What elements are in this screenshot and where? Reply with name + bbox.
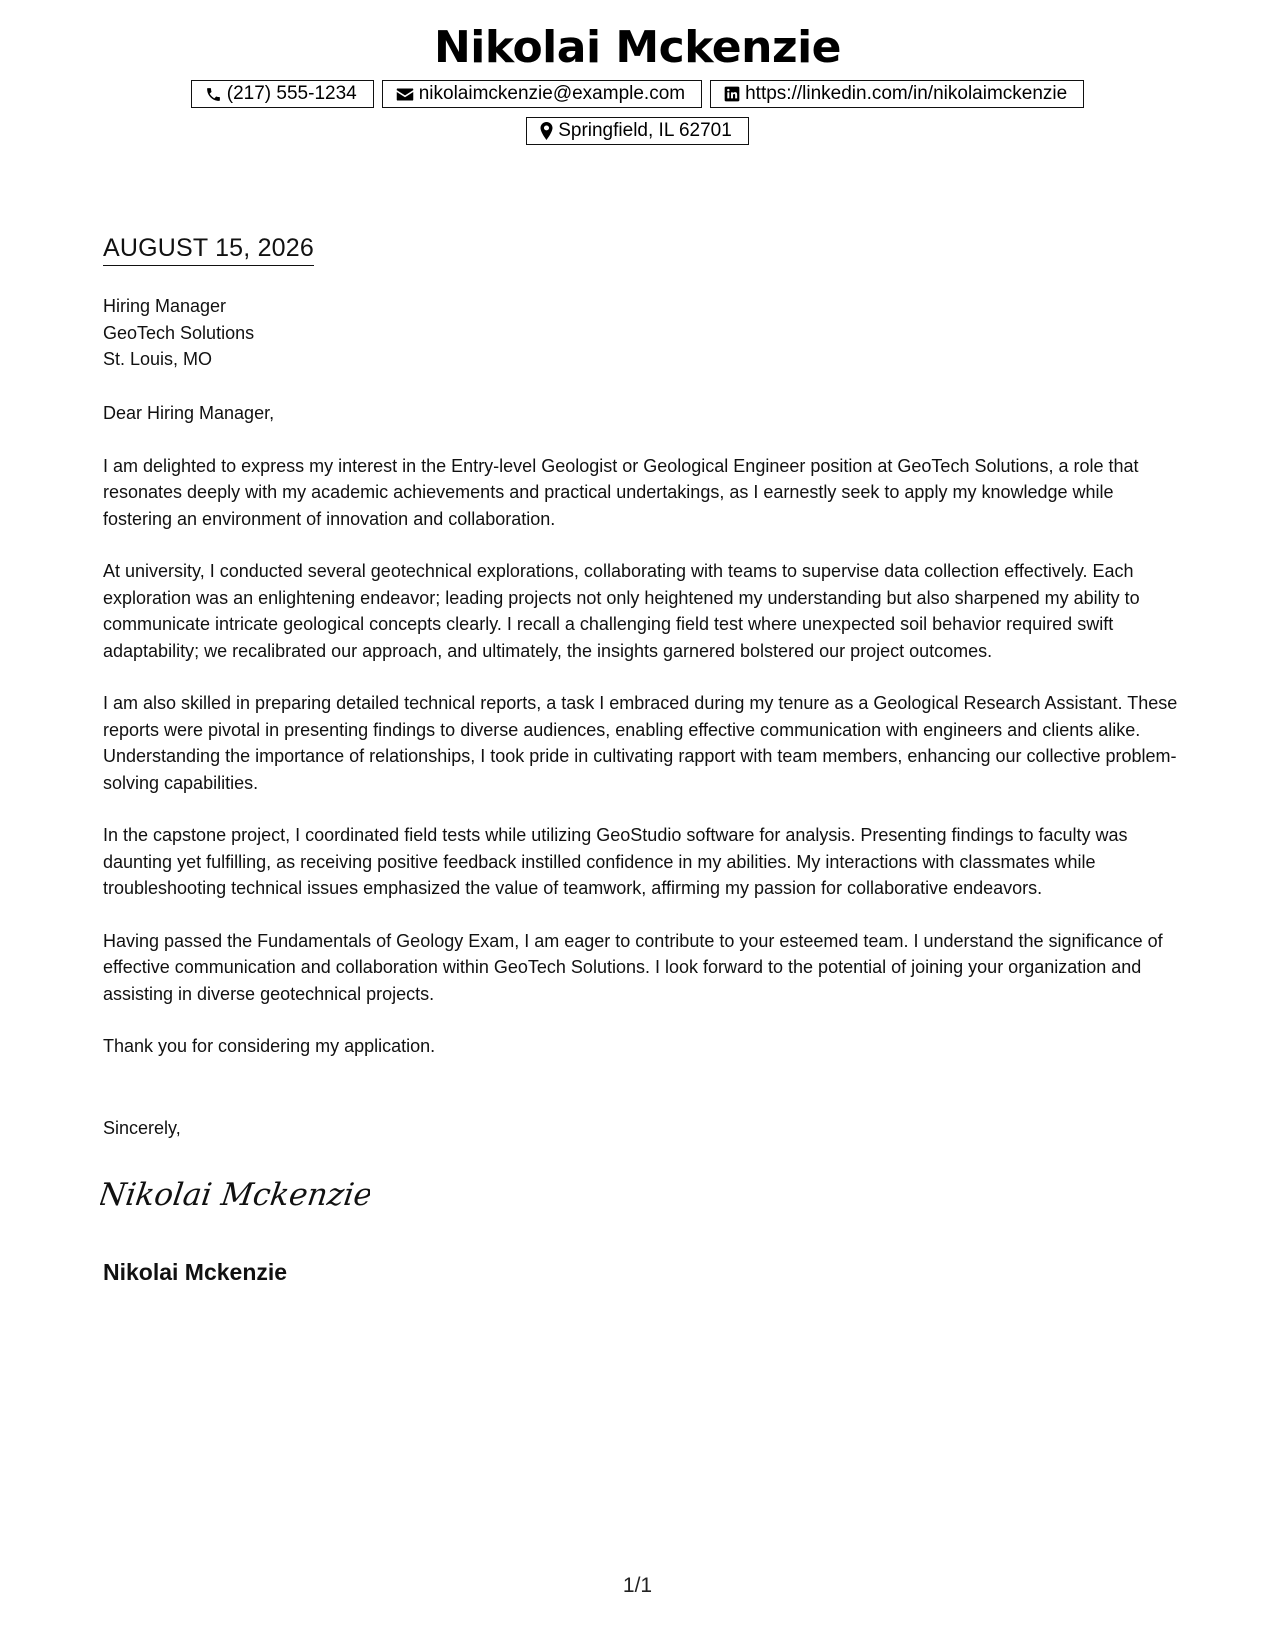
phone-text: (217) 555-1234: [226, 83, 357, 104]
body-paragraph: Having passed the Fundamentals of Geology Exam, I am eager to contribute to your esteemed team. I understand the significance of effective communication and collaboration within GeoTech Solutions. I look forward to the potential of joining your organization and assisting in diverse geotechnical projects.: [103, 930, 1163, 1004]
map-marker-icon: [540, 122, 553, 140]
signature-name: Nikolai Mckenzie: [103, 1259, 288, 1285]
body-paragraph: At university, I conducted several geotechnical explorations, collaborating with teams to supervise data collection effectively. Each exploration was an enlightening endeavor; leading projects not only heightened my understanding but also sharpened my ability to communicate intricate geological concepts clearly. I recall a challenging field test where unexpected soil behavior required swift adaptability; we recalibrated our approach, and ultimately, the insights garnered bolstered our project outcomes.: [103, 561, 1140, 661]
applicant-name-heading: Nikolai Mckenzie: [433, 22, 842, 73]
location-chip[interactable]: [526, 117, 749, 145]
email-text: nikolaimckenzie@example.com: [418, 83, 686, 104]
body-paragraph: Thank you for considering my application.: [103, 1036, 436, 1056]
recipient-company: GeoTech Solutions: [103, 322, 255, 343]
handwritten-signature: [100, 1172, 370, 1223]
letter-body: [103, 400, 1178, 1086]
phone-chip[interactable]: [191, 80, 374, 108]
linkedin-chip[interactable]: [710, 80, 1084, 108]
recipient-location: St. Louis, MO: [103, 349, 213, 369]
location-text: Springfield, IL 62701: [558, 120, 732, 141]
recipient-block: [103, 293, 254, 373]
linkedin-text: https://linkedin.com/in/nikolaimckenzie: [745, 83, 1068, 104]
closing: Sincerely,: [103, 1118, 181, 1138]
signature-script: Nikolai Mckenzie: [100, 1177, 370, 1213]
linkedin-icon: [724, 86, 740, 102]
recipient-title: Hiring Manager: [103, 296, 227, 316]
email-chip[interactable]: [382, 80, 702, 108]
contact-info-row-2: [0, 117, 1275, 145]
letter-date: AUGUST 15, 2026: [103, 232, 314, 266]
body-paragraph: I am delighted to express my interest in the Entry-level Geologist or Geological Engineer position at GeoTech Solutions, a role that resonates deeply with my academic achievements and practical undertakings, as I earnestly seek to apply my knowledge while fostering an environment of innovation and collaboration.: [103, 455, 1139, 529]
contact-info-row: [0, 80, 1275, 108]
body-paragraph: In the capstone project, I coordinated field tests while utilizing GeoStudio software for analysis. Presenting findings to faculty was daunting yet fulfilling, as receiving positive feedback instilled confidence in my abilities. My interactions with classmates while troubleshooting technical issues emphasized the value of teamwork, affirming my passion for collaborative endeavors.: [103, 825, 1128, 898]
salutation: Dear Hiring Manager,: [103, 403, 275, 423]
envelope-icon: [396, 87, 414, 102]
body-paragraph: I am also skilled in preparing detailed technical reports, a task I embraced during my tenure as a Geological Research Assistant. These reports were pivotal in presenting findings to diverse audiences, enabling effective communication with engineers and clients alike. Understanding the importance of relationships, I took pride in cultivating rapport with team members, enhancing our collective problem-solving capabilities.: [103, 693, 1178, 793]
page-number: 1/1: [622, 1574, 653, 1597]
phone-icon: [205, 86, 222, 103]
